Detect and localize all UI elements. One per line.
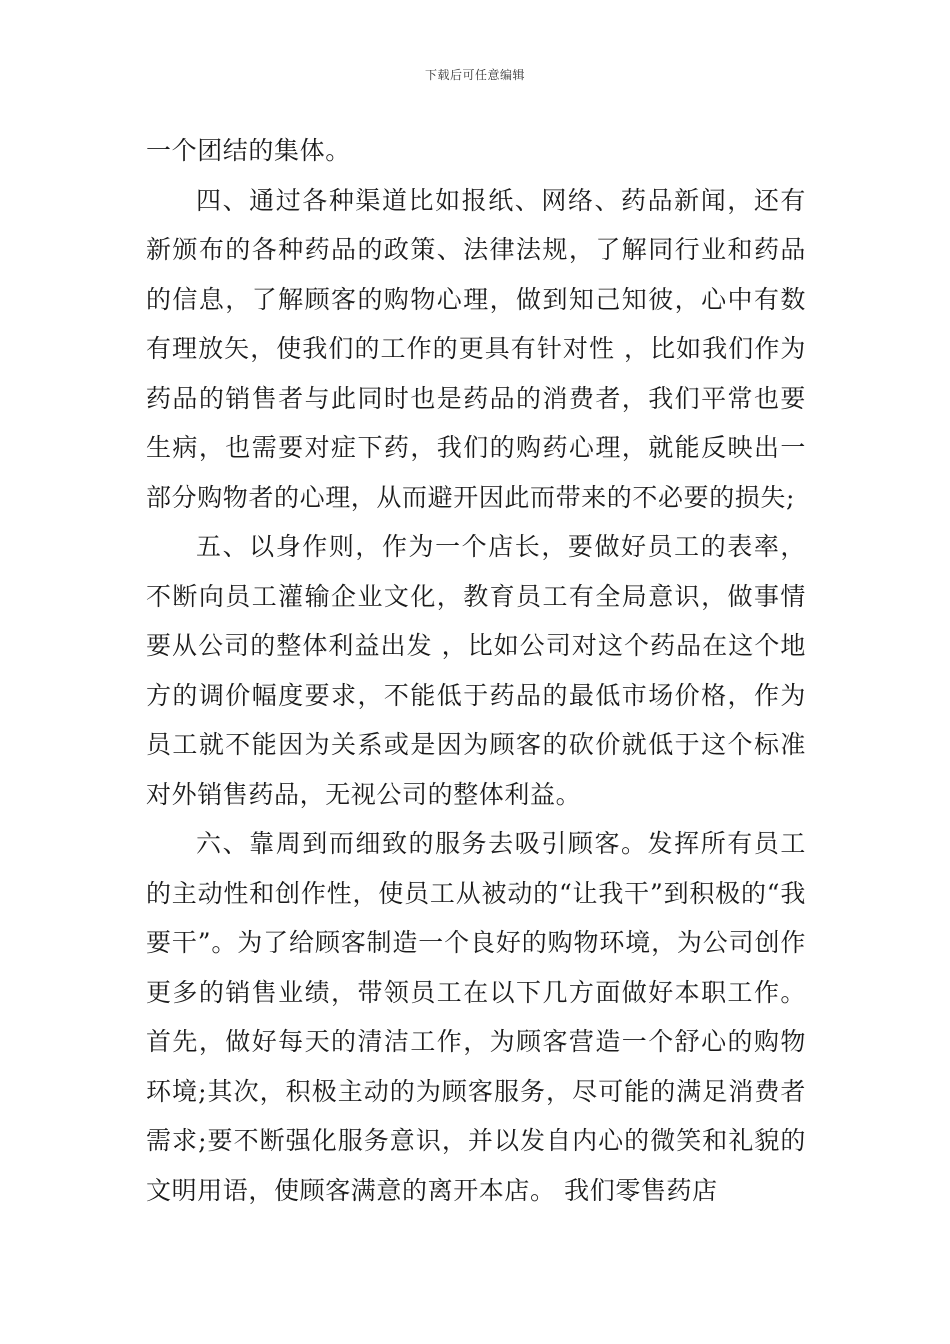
paragraph-continuation: 一个团结的集体。: [146, 136, 351, 165]
header-note: 下载后可任意编辑: [424, 68, 525, 82]
paragraph-section-six: 六、靠周到而细致的服务去吸引顾客。发挥所有员工的主动性和创作性，使员工从被动的“让我干”到积极的“我要干”。为了给顾客制造一个良好的购物环境，为公司创作更多的销售业绩，带领员工在以下几方面做好本职工作。首先，做好每天的清洁工作，为顾客营造一个舒心的购物环境;其次，积极主动的为顾客服务，尽可能的满足消费者需求;要不断强化服务意识，并以发自内心的微笑和礼貌的文明用语，使顾客满意的离开本店。 我们零售药店: [146, 829, 806, 1205]
paragraph-section-five: 五、以身作则，作为一个店长，要做好员工的表率，不断向员工灌输企业文化，教育员工有全局意识，做事情要从公司的整体利益出发 ，比如公司对这个药品在这个地方的调价幅度要求，不能低于药品的最低市场价格，作为员工就不能因为关系或是因为顾客的砍价就低于这个标准对外销售药品，无视公司的整体利益。: [146, 532, 806, 809]
paragraph-section-four: 四、通过各种渠道比如报纸、网络、药品新闻，还有新颁布的各种药品的政策、法律法规，了解同行业和药品的信息，了解顾客的购物心理，做到知己知彼，心中有数有理放矢，使我们的工作的更具有针对性 ，比如我们作为药品的销售者与此同时也是药品的消费者，我们平常也要生病，也需要对症下药，我们的购药心理，就能反映出一部分购物者的心理，从而避开因此而带来的不必要的损失;: [146, 185, 806, 512]
document-body: [146, 126, 806, 1215]
